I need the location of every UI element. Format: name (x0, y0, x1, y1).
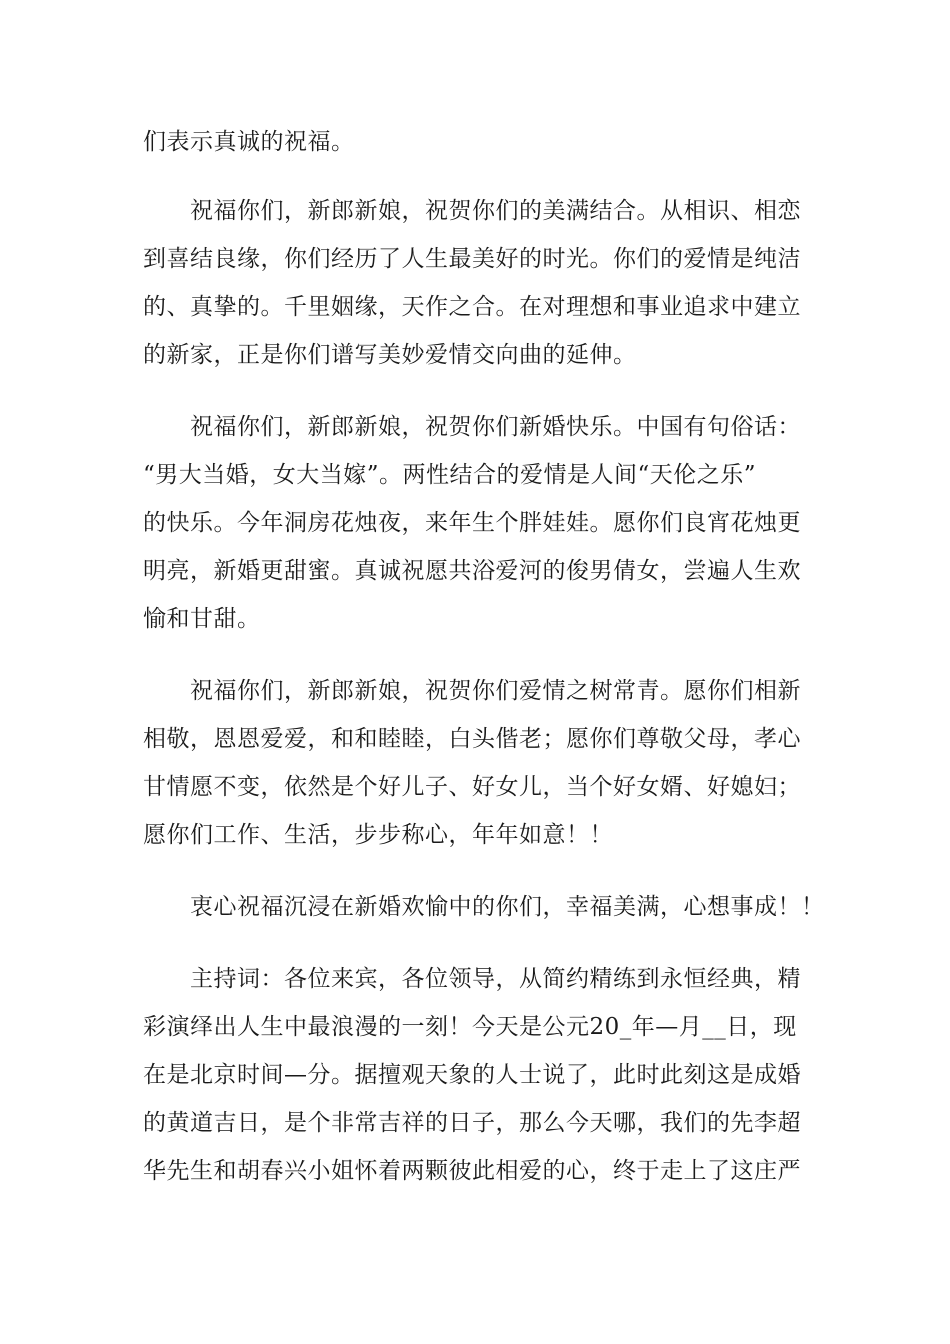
text-line: 的、真挚的。千里姻缘，天作之合。在对理想和事业追求中建立 (143, 294, 801, 320)
text-line: 的新家，正是你们谱写美妙爱情交向曲的延伸。 (143, 342, 637, 368)
text-line: 愿你们工作、生活，步步称心，年年如意！！ (143, 822, 613, 848)
text-line: 们表示真诚的祝福。 (143, 129, 355, 155)
paragraph-first-line: 祝福你们，新郎新娘，祝贺你们的美满结合。从相识、相恋 (190, 198, 801, 224)
text-line: 华先生和胡春兴小姐怀着两颗彼此相爱的心，终于走上了这庄严 (143, 1158, 801, 1184)
text-line: 愉和甘甜。 (143, 606, 261, 632)
text-line: 彩演绎出人生中最浪漫的一刻！今天是公元20_年—月__日，现 (143, 1014, 797, 1040)
text-line: 甘情愿不变，依然是个好儿子、好女儿，当个好女婿、好媳妇； (143, 774, 801, 800)
text-line: 在是北京时间—分。据擅观天象的人士说了，此时此刻这是成婚 (143, 1062, 801, 1088)
text-line: 相敬，恩恩爱爱，和和睦睦，白头偕老；愿你们尊敬父母，孝心 (143, 726, 801, 752)
text-line: 的黄道吉日，是个非常吉祥的日子，那么今天哪，我们的先李超 (143, 1110, 801, 1136)
text-line: “男大当婚，女大当嫁”。两性结合的爱情是人间“天伦之乐” (143, 462, 757, 488)
text-line: 的快乐。今年洞房花烛夜，来年生个胖娃娃。愿你们良宵花烛更 (143, 510, 801, 536)
paragraph-first-line: 主持词：各位来宾，各位领导，从简约精练到永恒经典，精 (190, 966, 801, 992)
paragraph-first-line: 祝福你们，新郎新娘，祝贺你们新婚快乐。中国有句俗话： (190, 414, 801, 440)
text-line: 明亮，新婚更甜蜜。真诚祝愿共浴爱河的俊男倩女，尝遍人生欢 (143, 558, 801, 584)
paragraph-first-line: 祝福你们，新郎新娘，祝贺你们爱情之树常青。愿你们相新 (190, 678, 801, 704)
text-line: 到喜结良缘，你们经历了人生最美好的时光。你们的爱情是纯洁 (143, 246, 801, 272)
paragraph-first-line: 衷心祝福沉浸在新婚欢愉中的你们，幸福美满，心想事成！！ (190, 894, 825, 920)
